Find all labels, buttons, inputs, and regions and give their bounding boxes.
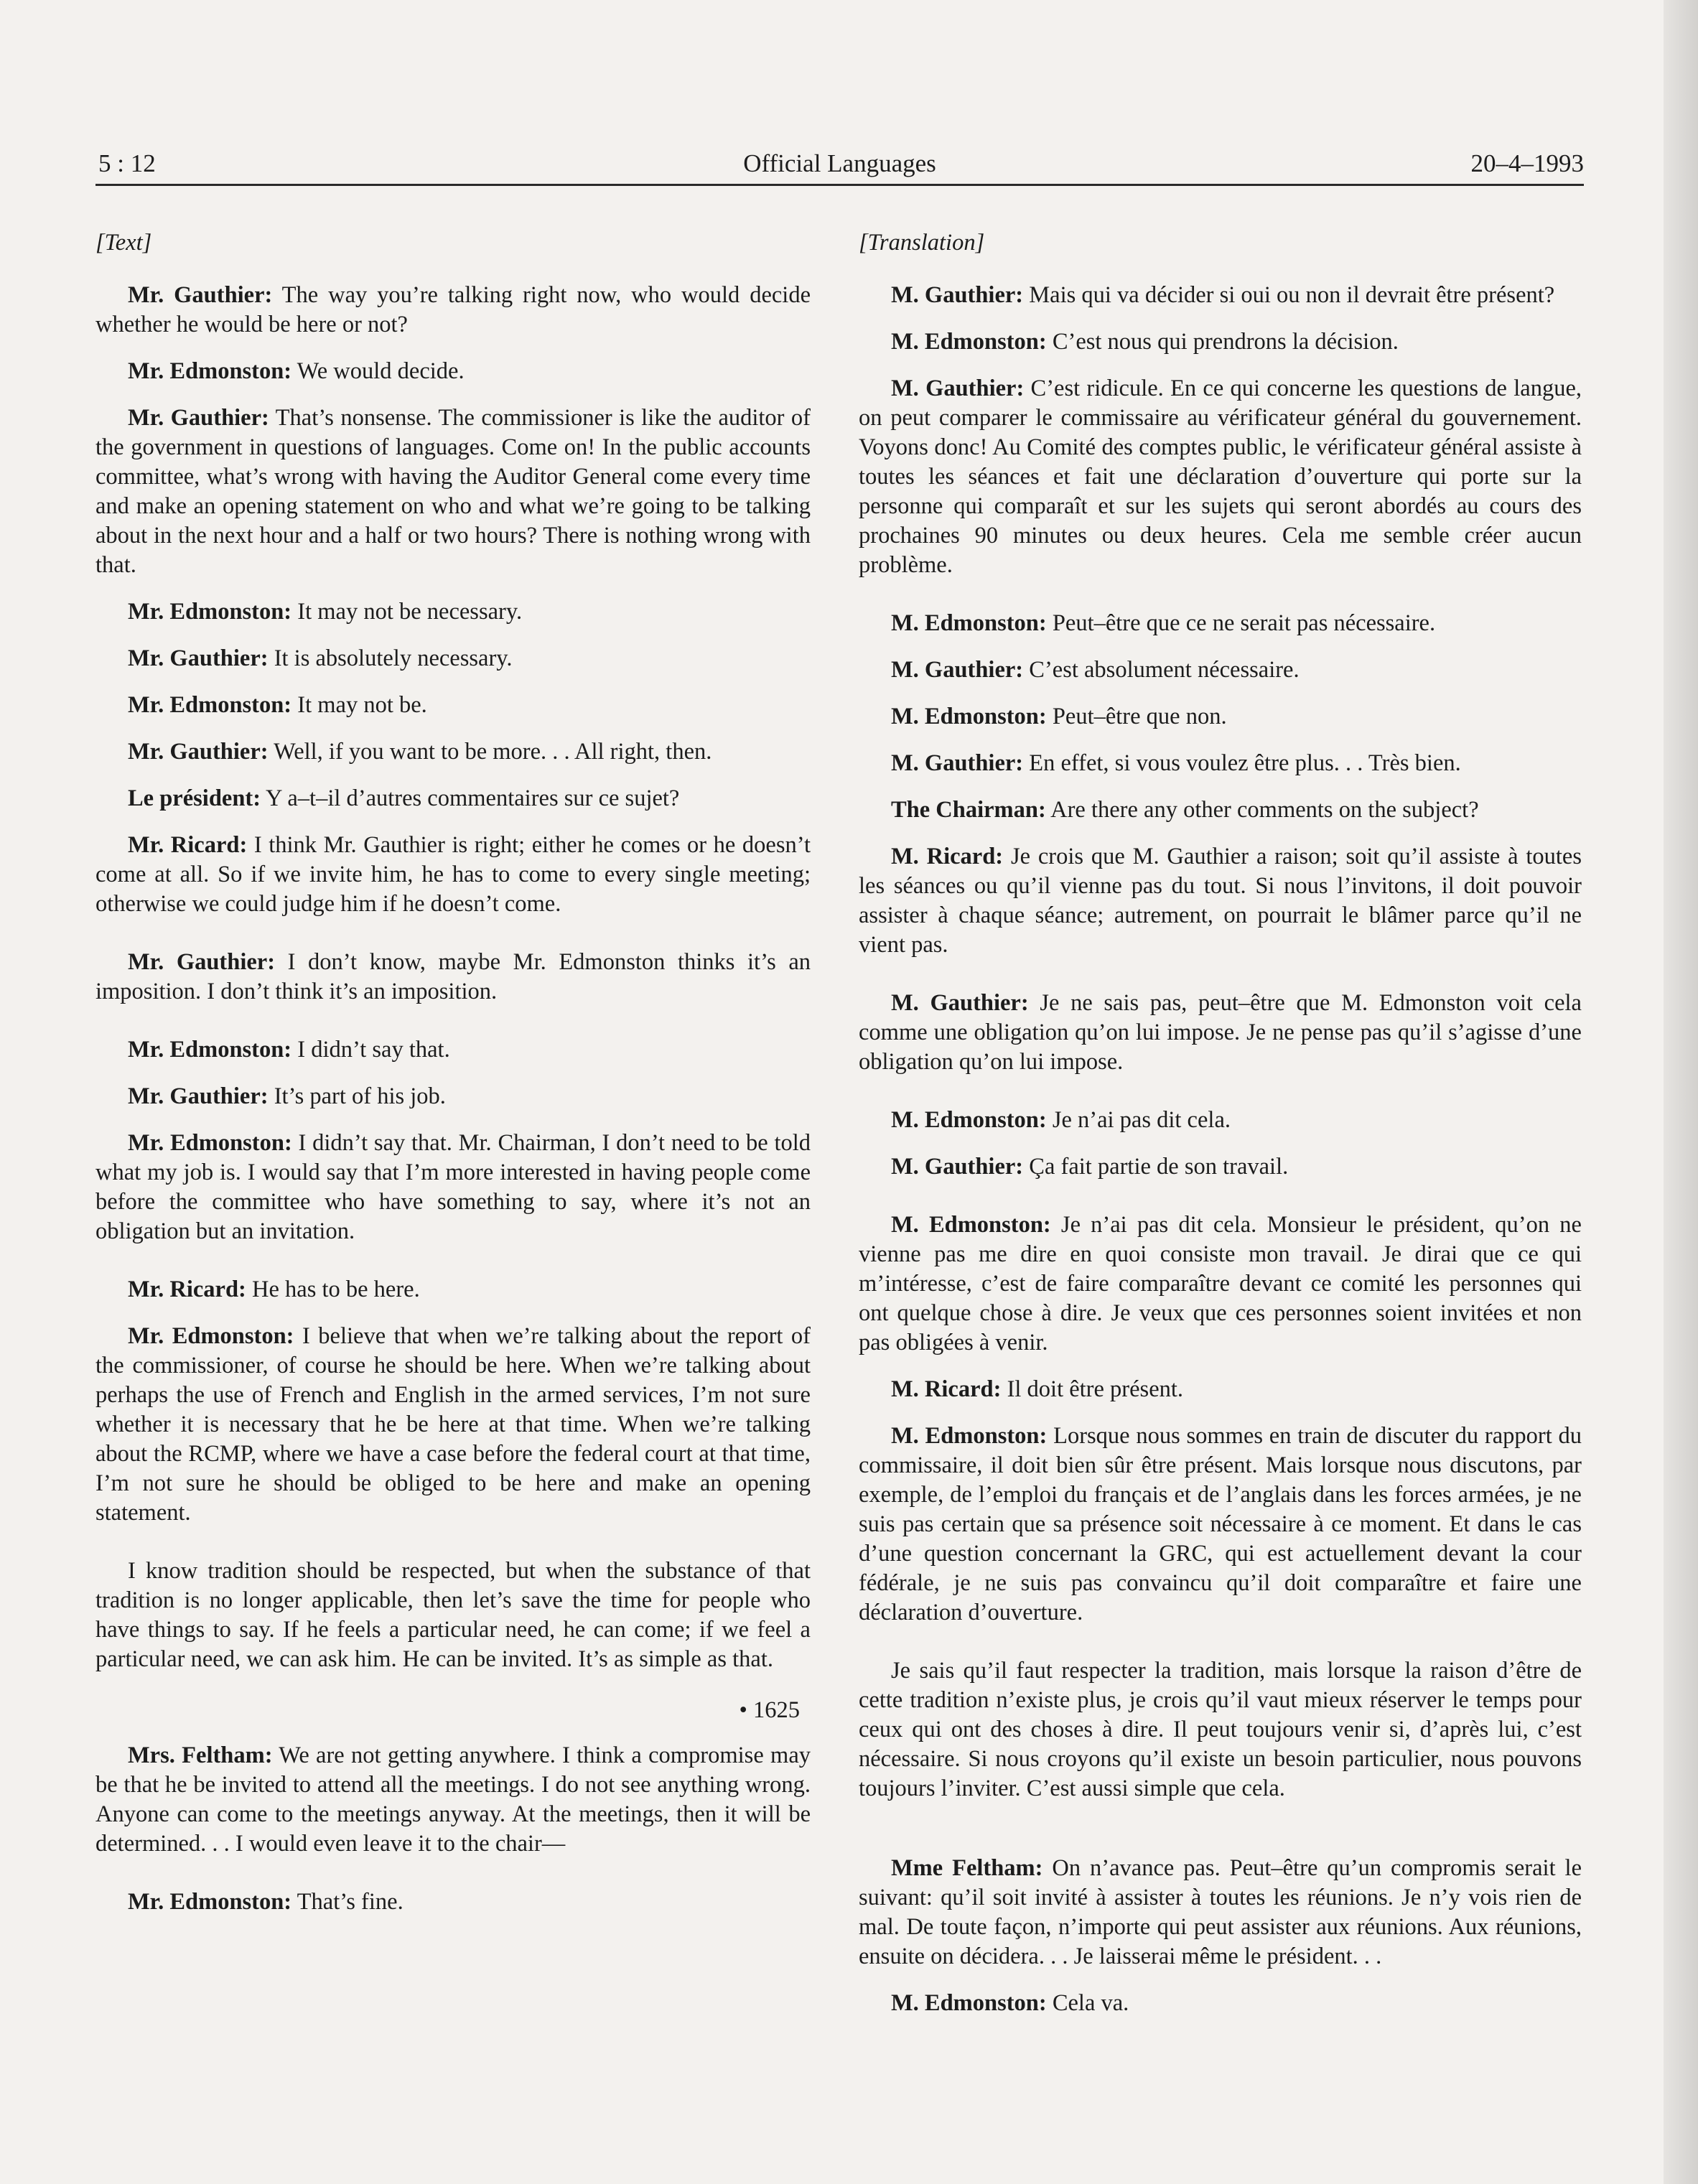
speech-text: C’est ridicule. En ce qui concerne les questions de langue, on peut comparer le commissaire au vérificateur général du gouvernement. Voyons donc! Au Comité des comptes public, le vérificateur général assiste à toutes les séances et fait une déclaration d’ouverture qui porte sur la personne qui comparaît et sur les sujets qui seront abordés au cours des prochaines 90 minutes ou deux heures. Cela me semble créer aucun problème. (859, 375, 1582, 578)
speaker-name: Le président: (128, 785, 261, 811)
speech-text: The way you’re talking right now, who would decide whether he would be here or not? (95, 282, 811, 337)
speech-text: Cela va. (1046, 1990, 1129, 2016)
paragraph (95, 737, 811, 767)
speaker-name: Mr. Gauthier: (128, 739, 269, 765)
page-date: 20–4–1993 (1470, 149, 1584, 177)
section-tag: [Translation] (859, 230, 985, 256)
speech-text: It may not be. (291, 692, 427, 718)
speech-text: Are there any other comments on the subject? (1045, 797, 1479, 823)
speaker-name: Mr. Edmonston: (128, 1323, 294, 1349)
speech-text: C’est absolument nécessaire. (1023, 657, 1300, 683)
paragraph (859, 842, 1582, 960)
speech-text: He has to be here. (246, 1277, 420, 1302)
paragraph (859, 1989, 1582, 2018)
paragraph (95, 784, 811, 813)
speaker-name: M. Edmonston: (891, 1990, 1047, 2016)
paragraph (859, 1152, 1582, 1182)
speaker-name: M. Gauthier: (891, 990, 1029, 1016)
speech-text: En effet, si vous voulez être plus. . . Très bien. (1023, 750, 1461, 776)
speaker-name: Mme Feltham: (891, 1855, 1043, 1881)
speaker-name: Mr. Edmonston: (128, 692, 292, 718)
paragraph (95, 691, 811, 720)
paragraph (95, 1082, 811, 1111)
speaker-name: Mr. Edmonston: (128, 1889, 292, 1915)
speech-text: We are not getting anywhere. I think a compromise may be that he be invited to attend all the meetings. I do not see anything wrong. Anyone can come to the meetings anyway. At the meetings, then it will be determined. . . I would even leave it to the chair— (95, 1742, 811, 1857)
paragraph (95, 1275, 811, 1305)
paragraph (859, 795, 1582, 825)
speaker-name: M. Ricard: (891, 1376, 1002, 1402)
page-number: 5 : 12 (98, 149, 156, 177)
speech-text: It is absolutely necessary. (268, 645, 513, 671)
paragraph (95, 281, 811, 340)
speaker-name: The Chairman: (891, 797, 1046, 823)
speaker-name: M. Edmonston: (891, 1107, 1047, 1133)
speaker-name: Mr. Gauthier: (128, 645, 269, 671)
speech-text: Peut–être que non. (1046, 704, 1227, 729)
paragraph (859, 702, 1582, 732)
section-tag: [Text] (95, 230, 152, 256)
speaker-name: Mr. Edmonston: (128, 358, 292, 384)
french-column (859, 228, 1582, 2035)
speaker-name: M. Edmonston: (891, 610, 1047, 636)
speech-text: That’s fine. (291, 1889, 403, 1915)
paragraph (95, 831, 811, 919)
paragraph (859, 749, 1582, 778)
paragraph (859, 1210, 1582, 1358)
speaker-name: Mr. Edmonston: (128, 1037, 292, 1063)
paragraph (95, 1887, 811, 1917)
speech-text: Je ne sais pas, peut–être que M. Edmonston voit cela comme une obligation qu’on lui impose. Je ne pense pas qu’il s’agisse d’une obligation qu’on lui impose. (859, 990, 1582, 1075)
speaker-name: M. Gauthier: (891, 750, 1024, 776)
speaker-name: M. Edmonston: (891, 1423, 1048, 1449)
paragraph (95, 1741, 811, 1859)
speaker-name: Mr. Edmonston: (128, 599, 292, 625)
speaker-name: Mr. Edmonston: (128, 1130, 292, 1156)
english-column (95, 228, 811, 1934)
paragraph (95, 403, 811, 580)
speech-text: I know tradition should be respected, but when the substance of that tradition is no longer applicable, then let’s save the time for people who have things to say. If he feels a particular need, he can come; if we feel a particular need, we can ask him. He can be invited. It’s as simple as that. (95, 1558, 811, 1672)
speaker-name: Mr. Gauthier: (128, 949, 276, 975)
paragraph (859, 655, 1582, 685)
speaker-name: M. Gauthier: (891, 1154, 1024, 1180)
speaker-name: Mrs. Feltham: (128, 1742, 273, 1768)
paragraph (859, 989, 1582, 1077)
speech-text: Je n’ai pas dit cela. (1046, 1107, 1231, 1133)
speech-text: Il doit être présent. (1001, 1376, 1184, 1402)
page-edge-shadow (1664, 0, 1698, 2184)
speech-text: On n’avance pas. Peut–être qu’un compromis serait le suivant: qu’il soit invité à assister à toutes les réunions. Je n’y vois rien de mal. De toute façon, n’importe qui peut assister aux réunions. Aux réunions, ensuite on décidera. . . Je laisserai même le président. . . (859, 1855, 1582, 1969)
speech-text: I didn’t say that. Mr. Chairman, I don’t need to be told what my job is. I would say that I’m more interested in having people come before the committee who have something to say, where it’s not an obligation but an invitation. (95, 1130, 811, 1244)
speech-text: Y a–t–il d’autres commentaires sur ce sujet? (261, 785, 680, 811)
speaker-name: Mr. Gauthier: (128, 1083, 269, 1109)
paragraph (859, 1656, 1582, 1803)
paragraph (859, 1375, 1582, 1404)
paragraph (95, 644, 811, 673)
speech-text: Peut–être que ce ne serait pas nécessaire. (1046, 610, 1436, 636)
paragraph (95, 948, 811, 1007)
timestamp-marker: • 1625 (739, 1697, 800, 1723)
speaker-name: Mr. Ricard: (128, 832, 248, 858)
paragraph (859, 327, 1582, 357)
speech-text: Je crois que M. Gauthier a raison; soit qu’il assiste à toutes les séances ou qu’il vienne pas du tout. Si nous l’invitons, il doit pouvoir assister à chaque séance; autrement, on pourrait le blâmer parce qu’il ne vient pas. (859, 844, 1582, 958)
paragraph (859, 609, 1582, 638)
page-title: Official Languages (743, 149, 936, 177)
speaker-name: Mr. Ricard: (128, 1277, 246, 1302)
speech-text: It may not be necessary. (291, 599, 523, 625)
paragraph (859, 1422, 1582, 1628)
speaker-name: M. Ricard: (891, 844, 1004, 869)
speech-text: Well, if you want to be more. . . All right, then. (268, 739, 712, 765)
speaker-name: Mr. Gauthier: (128, 282, 273, 308)
paragraph (859, 1854, 1582, 1971)
speaker-name: M. Gauthier: (891, 282, 1024, 308)
speech-text: I didn’t say that. (291, 1037, 450, 1063)
paragraph (95, 1035, 811, 1065)
speaker-name: M. Gauthier: (891, 657, 1024, 683)
paragraph (95, 1557, 811, 1674)
speech-text: Mais qui va décider si oui ou non il devrait être présent? (1023, 282, 1555, 308)
speaker-name: M. Edmonston: (891, 329, 1047, 355)
speaker-name: M. Gauthier: (891, 375, 1025, 401)
paragraph (95, 1322, 811, 1528)
speech-text: Je sais qu’il faut respecter la tradition, mais lorsque la raison d’être de cette tradition n’existe plus, je crois qu’il vaut mieux réserver le temps pour ceux qui ont des choses à dire. Il peut toujours venir si, d’après lui, c’est nécessaire. Si nous croyons qu’il existe un besoin particulier, nous pouvons toujours l’inviter. C’est aussi simple que cela. (859, 1658, 1582, 1801)
speech-text: Ça fait partie de son travail. (1023, 1154, 1289, 1180)
paragraph (95, 1129, 811, 1246)
speech-text: I believe that when we’re talking about the report of the commissioner, of course he should be here. When we’re talking about perhaps the use of French and English in the armed services, I’m not sure whether it is necessary that he be here at that time. When we’re talking about the RCMP, where we have a case before the federal court at that time, I’m not sure he should be obliged to be here and make an opening statement. (95, 1323, 811, 1526)
paragraph (859, 374, 1582, 580)
speech-text: That’s nonsense. The commissioner is like the auditor of the government in questions of languages. Come on! In the public accounts committee, what’s wrong with having the Auditor General come every time and make an opening statement on who and what we’re going to be talking about in the next hour and a half or two hours? There is nothing wrong with that. (95, 405, 811, 578)
speech-text: I don’t know, maybe Mr. Edmonston thinks it’s an imposition. I don’t think it’s an imposition. (95, 949, 811, 1004)
page-header (95, 141, 1584, 186)
speaker-name: Mr. Gauthier: (128, 405, 269, 431)
speech-text: It’s part of his job. (268, 1083, 446, 1109)
paragraph (859, 281, 1582, 310)
paragraph (95, 357, 811, 386)
paragraph (859, 1106, 1582, 1135)
speech-text: I think Mr. Gauthier is right; either he comes or he doesn’t come at all. So if we invite him, he has to come to every single meeting; otherwise we could judge him if he doesn’t come. (95, 832, 811, 917)
paragraph (95, 597, 811, 627)
speech-text: Lorsque nous sommes en train de discuter du rapport du commissaire, il doit bien sûr être présent. Mais lorsque nous discutons, par exemple, de l’emploi du français et de l’anglais dans les forces armées, je ne suis pas certain que sa présence soit nécessaire à ce moment. Et dans le cas d’une question concernant la GRC, qui est actuellement devant la cour fédérale, je ne suis pas convaincu qu’il doit comparaître et faire une déclaration d’ouverture. (859, 1423, 1582, 1625)
speech-text: We would decide. (291, 358, 465, 384)
speech-text: C’est nous qui prendrons la décision. (1046, 329, 1399, 355)
speaker-name: M. Edmonston: (891, 704, 1047, 729)
speech-text: Je n’ai pas dit cela. Monsieur le président, qu’on ne vienne pas me dire en quoi consiste mon travail. Je dirai que ce qui m’intéresse, c’est de faire comparaître devant ce comité les personnes qui ont quelque chose à dire. Je veux que ces personnes soient invitées et non pas obligées à venir. (859, 1212, 1582, 1355)
speaker-name: M. Edmonston: (891, 1212, 1051, 1238)
